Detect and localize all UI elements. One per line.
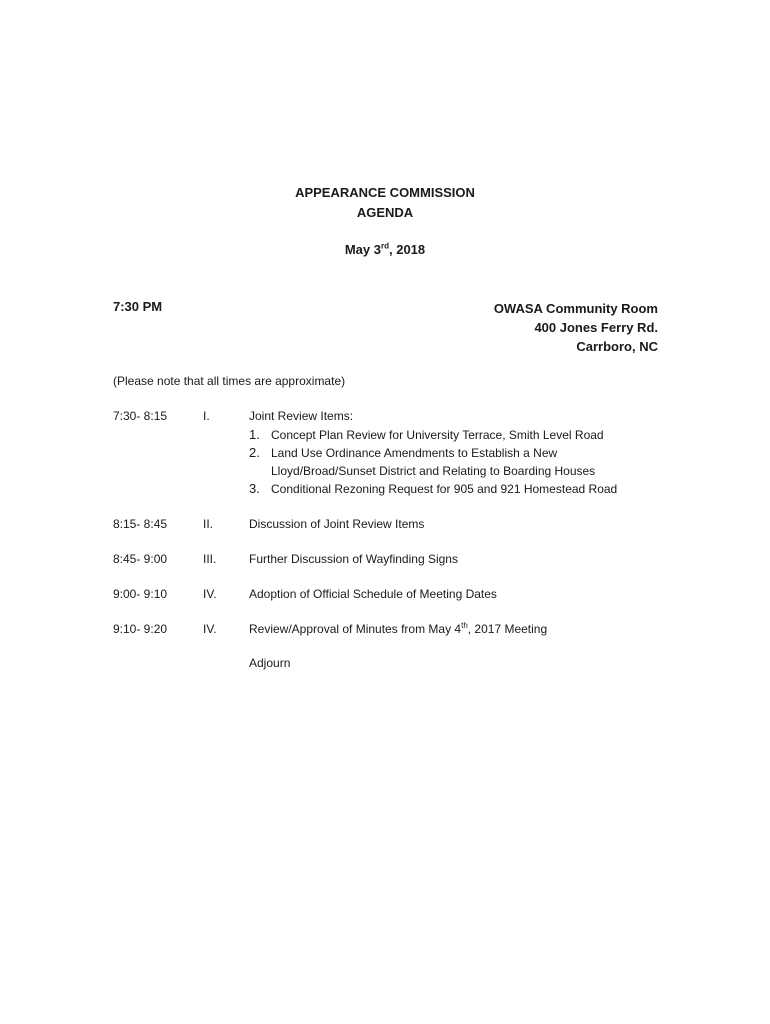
subitem-text: Conditional Rezoning Request for 905 and 921 Homestead Road (271, 482, 618, 496)
subitem (249, 444, 669, 480)
date-suffix: , 2018 (388, 242, 426, 257)
joint-review-subitems (249, 426, 669, 498)
subitem-number: 3. (249, 481, 260, 496)
agenda-item-time: 8:15- 8:45 (113, 517, 168, 531)
agenda-item-description: Discussion of Joint Review Items (249, 517, 425, 531)
page-title: APPEARANCE COMMISSION (295, 185, 475, 200)
subitem (249, 480, 669, 498)
subitem-text: Concept Plan Review for University Terrace, Smith Level Road (271, 428, 604, 442)
subitem (249, 426, 669, 444)
agenda-item-number: III. (203, 552, 217, 566)
agenda-item-time: 7:30- 8:15 (113, 409, 168, 423)
page-subtitle: AGENDA (356, 205, 414, 220)
adjourn-label: Adjourn (249, 656, 291, 670)
date-ordinal: rd (380, 241, 389, 251)
location-line: Carrboro, NC (576, 339, 658, 354)
agenda-item-description: Joint Review Items: (249, 409, 354, 423)
meeting-time: 7:30 PM (113, 299, 163, 314)
agenda-item-time: 8:45- 9:00 (113, 552, 168, 566)
meeting-location (494, 299, 658, 356)
desc-ordinal: th (461, 621, 468, 630)
meeting-date (0, 242, 770, 258)
agenda-item-description (249, 621, 547, 637)
agenda-item-time: 9:10- 9:20 (113, 622, 168, 636)
agenda-item-number: IV. (203, 587, 217, 601)
agenda-item-number: I. (203, 409, 210, 423)
agenda-item-time: 9:00- 9:10 (113, 587, 168, 601)
agenda-item-number: IV. (203, 622, 217, 636)
desc-prefix: Review/Approval of Minutes from May 4 (249, 622, 462, 636)
agenda-item-description: Adoption of Official Schedule of Meeting Dates (249, 587, 497, 601)
agenda-item-description: Further Discussion of Wayfinding Signs (249, 552, 458, 566)
date-prefix: May 3 (344, 242, 381, 257)
agenda-item-number: II. (203, 517, 214, 531)
subitem-number: 1. (249, 427, 260, 442)
approximate-times-note: (Please note that all times are approximate) (113, 374, 346, 388)
subitem-text: Land Use Ordinance Amendments to Establish a New Lloyd/Broad/Sunset District and Relating to Boarding Houses (271, 446, 596, 478)
location-line: OWASA Community Room (493, 301, 658, 316)
desc-suffix: , 2017 Meeting (467, 622, 548, 636)
location-line: 400 Jones Ferry Rd. (534, 320, 658, 335)
subitem-number: 2. (249, 445, 260, 460)
